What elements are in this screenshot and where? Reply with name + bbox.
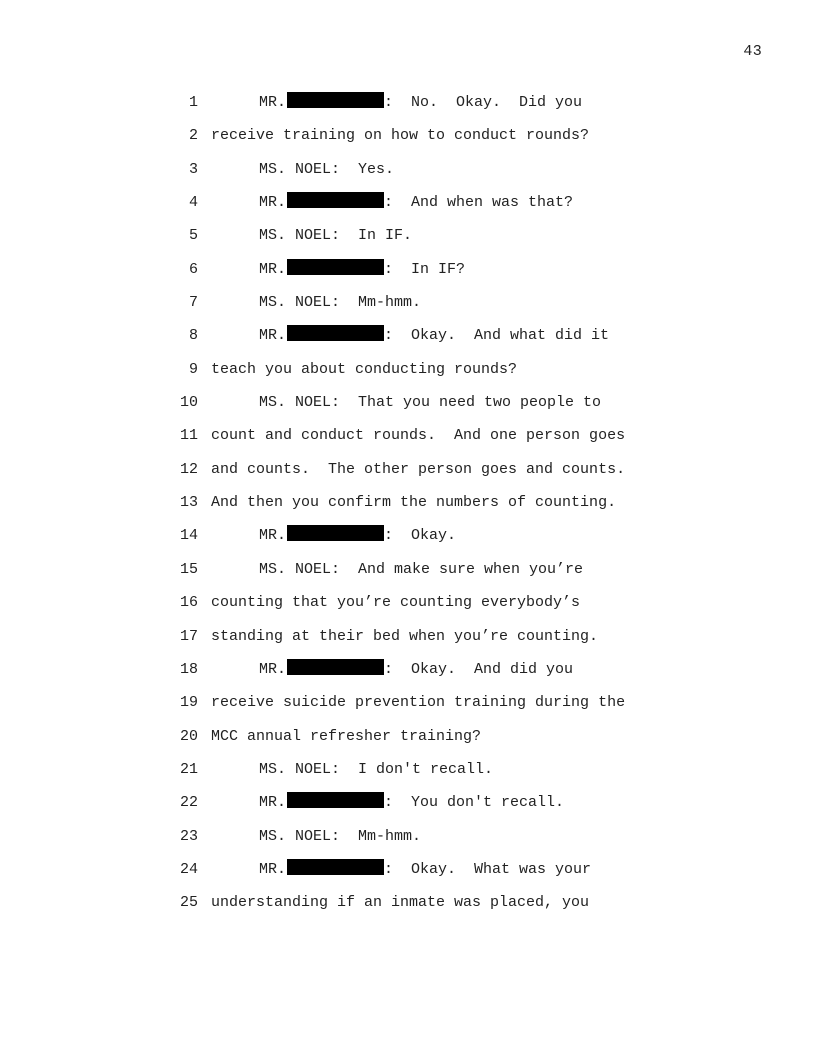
- spoken-text: teach you about conducting rounds?: [211, 360, 518, 378]
- transcript-line: [0, 419, 816, 452]
- spoken-text: understanding if an inmate was placed, you: [211, 894, 590, 912]
- redaction-bar: [287, 859, 384, 875]
- spoken-text: : Okay. And did you: [384, 660, 574, 678]
- transcript-line: [0, 586, 816, 619]
- speaker-label: MR.: [259, 860, 287, 878]
- transcript-line: [0, 886, 816, 919]
- spoken-text: receive suicide prevention training during the: [211, 694, 626, 712]
- redaction-bar: [287, 192, 384, 208]
- transcript-line: [0, 386, 816, 419]
- spoken-text: standing at their bed when you’re counting.: [211, 627, 599, 645]
- spoken-text: Yes.: [340, 160, 395, 178]
- spoken-text: In IF.: [340, 227, 413, 245]
- speaker-label: MR.: [259, 527, 287, 545]
- line-text: [211, 686, 625, 719]
- line-text: [211, 586, 580, 619]
- line-text: [211, 353, 517, 386]
- line-text: [211, 486, 616, 519]
- spoken-text: receive training on how to conduct rounds?: [211, 127, 590, 145]
- transcript-line: [0, 253, 816, 286]
- line-number: 7: [188, 294, 198, 312]
- line-number: 6: [188, 260, 198, 278]
- spoken-text: MCC annual refresher training?: [211, 727, 482, 745]
- line-number: 23: [179, 827, 198, 845]
- line-number: 18: [179, 660, 198, 678]
- line-number: 15: [179, 560, 198, 578]
- transcript-line: [0, 453, 816, 486]
- spoken-text: counting that you’re counting everybody’s: [211, 594, 581, 612]
- line-text: [211, 119, 589, 152]
- speaker-label: MR.: [259, 260, 287, 278]
- line-text: [211, 620, 598, 653]
- page-number: 43: [743, 43, 762, 60]
- line-text: [259, 853, 591, 886]
- spoken-text: and counts. The other person goes and counts.: [211, 460, 626, 478]
- speaker-label: MS. NOEL:: [259, 827, 341, 845]
- transcript-line: [0, 786, 816, 819]
- line-number: 16: [179, 594, 198, 612]
- line-number: 10: [179, 394, 198, 412]
- speaker-label: MS. NOEL:: [259, 394, 341, 412]
- spoken-text: count and conduct rounds. And one person goes: [211, 427, 626, 445]
- transcript-line: [0, 853, 816, 886]
- line-text: [259, 153, 394, 186]
- spoken-text: : You don't recall.: [384, 794, 565, 812]
- line-text: [259, 219, 412, 252]
- line-number: 22: [179, 794, 198, 812]
- spoken-text: : In IF?: [384, 260, 466, 278]
- spoken-text: : Okay. What was your: [384, 860, 592, 878]
- line-text: [259, 553, 583, 586]
- line-number: 13: [179, 494, 198, 512]
- line-text: [259, 786, 564, 819]
- line-number: 11: [179, 427, 198, 445]
- transcript-line: [0, 653, 816, 686]
- speaker-label: MS. NOEL:: [259, 160, 341, 178]
- line-number: 5: [188, 227, 198, 245]
- transcript-line: [0, 720, 816, 753]
- speaker-label: MS. NOEL:: [259, 294, 341, 312]
- line-number: 24: [179, 860, 198, 878]
- speaker-label: MS. NOEL:: [259, 760, 341, 778]
- line-text: [211, 886, 589, 919]
- redaction-bar: [287, 525, 384, 541]
- spoken-text: Mm-hmm.: [340, 294, 422, 312]
- transcript-line: [0, 186, 816, 219]
- line-text: [259, 653, 573, 686]
- speaker-label: MR.: [259, 794, 287, 812]
- transcript-line: [0, 486, 816, 519]
- line-number: 19: [179, 694, 198, 712]
- line-text: [259, 753, 493, 786]
- line-number: 1: [188, 94, 198, 111]
- spoken-text: I don't recall.: [340, 760, 494, 778]
- line-text: [259, 319, 609, 352]
- line-number: 14: [179, 527, 198, 545]
- line-text: [259, 519, 456, 552]
- speaker-label: MR.: [259, 327, 287, 345]
- line-text: [211, 453, 625, 486]
- line-text: [211, 720, 481, 753]
- line-number: 2: [188, 127, 198, 145]
- transcript-line: [0, 519, 816, 552]
- spoken-text: : No. Okay. Did you: [384, 94, 583, 111]
- spoken-text: : Okay.: [384, 527, 457, 545]
- transcript-line: [0, 286, 816, 319]
- line-number: 21: [179, 760, 198, 778]
- speaker-label: MS. NOEL:: [259, 560, 341, 578]
- line-number: 4: [188, 194, 198, 212]
- spoken-text: And make sure when you’re: [340, 560, 584, 578]
- line-text: [259, 386, 601, 419]
- line-number: 3: [188, 160, 198, 178]
- line-number: 9: [188, 360, 198, 378]
- transcript-line: [0, 153, 816, 186]
- speaker-label: MR.: [259, 94, 287, 111]
- redaction-bar: [287, 325, 384, 341]
- line-number: 25: [179, 894, 198, 912]
- spoken-text: And then you confirm the numbers of counting.: [211, 494, 617, 512]
- transcript-line: [0, 86, 816, 119]
- transcript-line: [0, 319, 816, 352]
- transcript-line: [0, 820, 816, 853]
- transcript-line: [0, 219, 816, 252]
- line-text: [259, 820, 421, 853]
- spoken-text: : Okay. And what did it: [384, 327, 610, 345]
- transcript-line: [0, 553, 816, 586]
- line-text: [259, 253, 465, 286]
- speaker-label: MS. NOEL:: [259, 227, 341, 245]
- transcript-line: [0, 686, 816, 719]
- speaker-label: MR.: [259, 660, 287, 678]
- transcript-line: [0, 353, 816, 386]
- redaction-bar: [287, 792, 384, 808]
- transcript-line: [0, 119, 816, 152]
- speaker-label: MR.: [259, 194, 287, 212]
- line-number: 20: [179, 727, 198, 745]
- line-number: 17: [179, 627, 198, 645]
- redaction-bar: [287, 92, 384, 108]
- transcript-line: [0, 753, 816, 786]
- line-text: [259, 186, 573, 219]
- spoken-text: Mm-hmm.: [340, 827, 422, 845]
- redaction-bar: [287, 659, 384, 675]
- spoken-text: : And when was that?: [384, 194, 574, 212]
- line-text: [259, 86, 582, 119]
- line-number: 8: [188, 327, 198, 345]
- transcript-body: [0, 86, 816, 920]
- line-text: [211, 419, 625, 452]
- transcript-line: [0, 620, 816, 653]
- line-number: 12: [179, 460, 198, 478]
- spoken-text: That you need two people to: [340, 394, 602, 412]
- line-text: [259, 286, 421, 319]
- redaction-bar: [287, 259, 384, 275]
